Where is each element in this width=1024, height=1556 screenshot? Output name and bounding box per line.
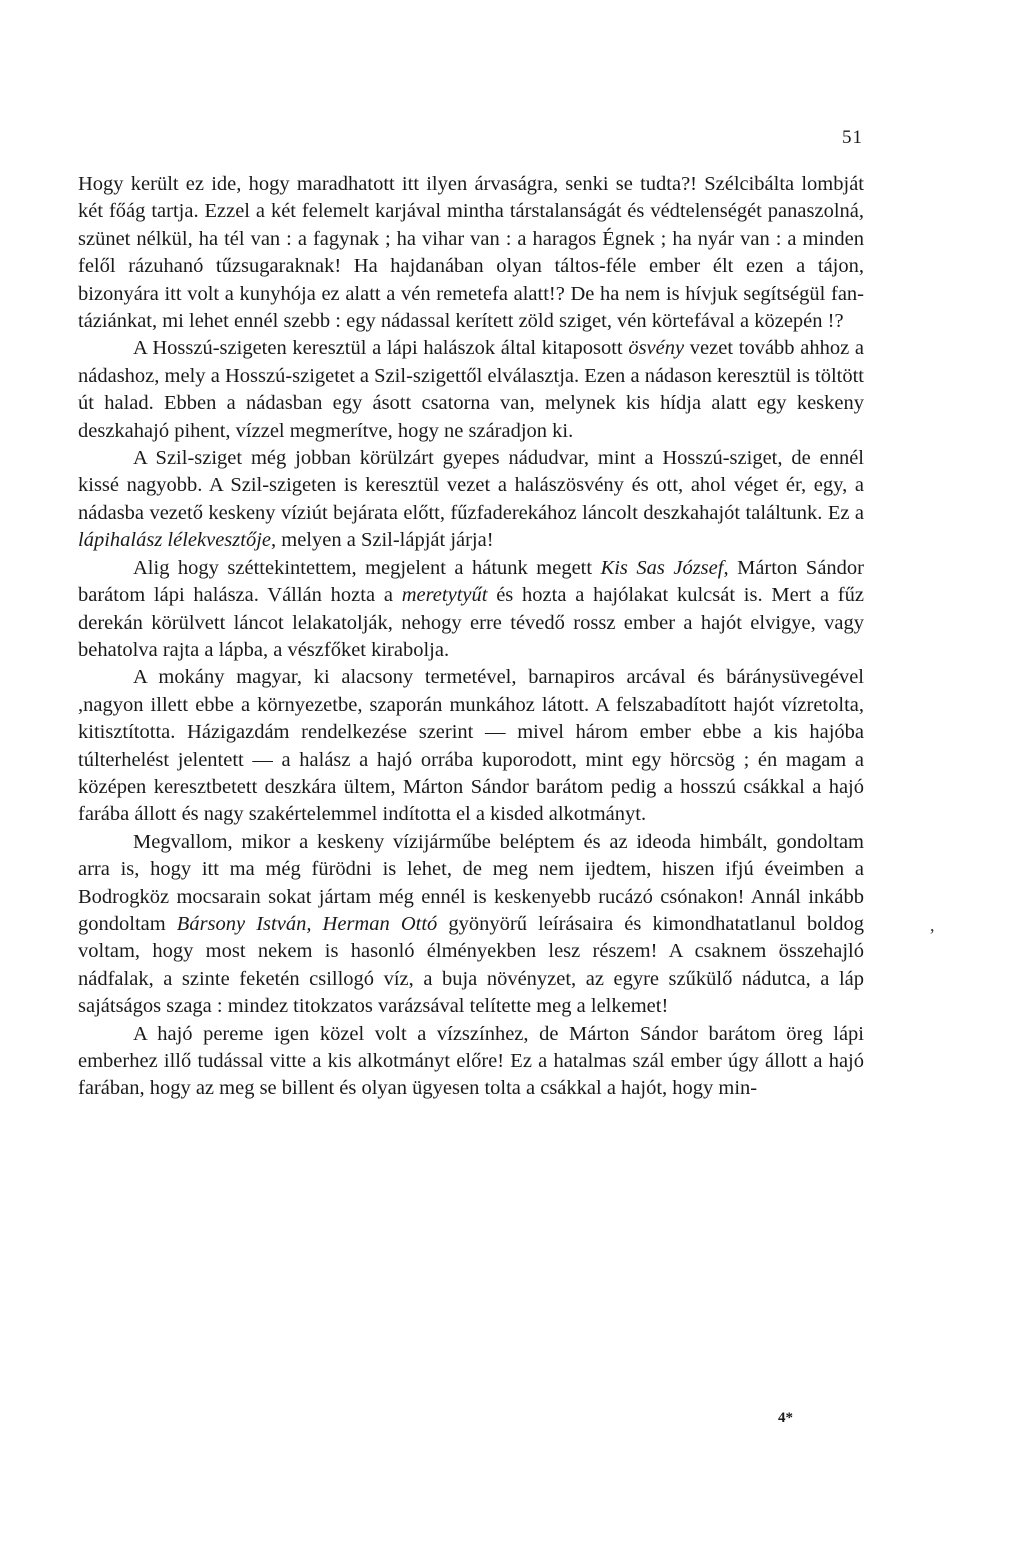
paragraph-text: Hogy került ez ide, hogy maradhatott itt ilyen árvaságra, senki se tudta?! Szélcibálta lombját két főág tartja. Ezzel a két felemelt karjával mintha társtalanságát és védtelenségét panaszolná, szünet nélkül, ha tél van : a fagynak ; ha vihar van : a haragos Égnek ; ha nyár van : a minden felől rázuhanó tűzsugaraknak! Ha hajdanában olyan táltos-féle ember élt ezen a tájon, bizonyára itt volt a kunyhója ez alatt a vén remetefa alatt!? De ha nem is hívjuk segítségül fantáziánkat, mi lehet ennél szebb : egy nádassal kerített zöld sziget, vén körtefával a közepén !? [78,173,864,333]
stray-mark: , [930,915,935,935]
page-number: 51 [842,127,863,148]
paragraph-text: A Hosszú-szigeten keresztül a lápi halászok által kitaposott [133,337,629,360]
italic-term: lápihalász lélekvesztője [78,529,271,552]
paragraph-text: A hajó pereme igen közel volt a vízszínhez, de Márton Sándor barátom öreg lápi emberhez illő tudással vitte a kis alkotmányt előre! Ez a hatalmas szál ember úgy állott a hajó farában, hogy az meg se billent és olyan ügyesen tolta a csákkal a hajót, hogy min- [78,1022,864,1100]
paragraph-text: , Márton Sándor barátom lápi halásza. Vállán hozta a [78,556,864,607]
paragraph-1 [78,171,864,335]
italic-term: ösvény [628,337,685,360]
signature-mark: 4* [778,1410,793,1426]
paragraph-7 [78,1021,864,1103]
paragraph-text: vezet tovább ahhoz a nádashoz, mely a Hosszú-szigetet a Szil-szigettől elválasztja. Ezen a nádason keresztül is töltött út halad. Ebben a nádasban egy ásott csatorna van, melynek kis hídja alatt egy keskeny deszkahajó pihent, vízzel megmerítve, hogy ne száradjon ki. [78,337,864,442]
paragraph-6 [78,829,864,1021]
paragraph-5 [78,664,864,828]
paragraph-text: gyönyörű leírásaira és kimondhatatlanul boldog voltam, hogy most nekem is hasonló élményekben lesz részem! A csaknem összehajló nádfalak, a szinte feketén csillogó víz, a buja növényzet, az egyre szűkülő nádutca, a láp sajátságos szaga : mindez titokzatos varázsával telítette meg a lelkemet! [78,912,864,1018]
italic-term: meretytyűt [401,584,488,607]
paragraph-3 [78,445,864,555]
paragraph-text: A mokány magyar, ki alacsony termetével, barnapiros arcával és báránysüvegével ,nagyon illett ebbe a környezetbe, szaporán munkához látott. A felszabadított hajót vízretolta, kitisztította. Házigazdám rendelkezése szerint — mivel három ember ebbe a kis hajóba túlterhelést jelentett — a halász a hajó orrába kuporodott, mint egy hörcsög ; én magam a középen keresztbetett deszkára ültem, Márton Sándor barátom pedig a hosszú csákkal a hajó farába állott és nagy szakértelemmel indította el a kisded alkotmányt. [78,666,864,826]
italic-name: Kis Sas József [600,556,724,579]
italic-names: Bársony István, Herman Ottó [176,912,438,935]
body-text [78,171,864,1103]
paragraph-2 [78,335,864,445]
paragraph-text: Megvallom, mikor a keskeny vízijárműbe beléptem és az ideoda himbált, gondoltam arra is, hogy itt ma még fürödni is lehet, de meg nem ijedtem, hiszen ifjú éveimben a Bodrogköz mocsarain sokat jártam még ennél is keskenyebb rucázó csónakon! Annál inkább gondoltam [78,830,864,935]
paragraph-text: , melyen a Szil-lápját járja! [271,529,494,552]
paragraph-text: A Szil-sziget még jobban körülzárt gyepes nádudvar, mint a Hosszú-sziget, de ennél kissé nagyobb. A Szil-szigeten is keresztül vezet a halászösvény és ott, ahol véget ér, egy, a nádasba vezető keskeny víziút bejárata előtt, fűzfaderekához láncolt deszkahajót találtunk. Ez a [78,447,864,524]
paragraph-text: Alig hogy széttekintettem, megjelent a hátunk megett [133,556,601,579]
paragraph-text: és hozta a hajólakat kulcsát is. Mert a fűz derekán körülvett láncot lelakatolják, nehogy erre tévedő rossz ember a hajót elvigye, vagy behatolva rajta a lápba, a vészfőket kirabolja. [78,584,864,661]
paragraph-4 [78,555,864,665]
